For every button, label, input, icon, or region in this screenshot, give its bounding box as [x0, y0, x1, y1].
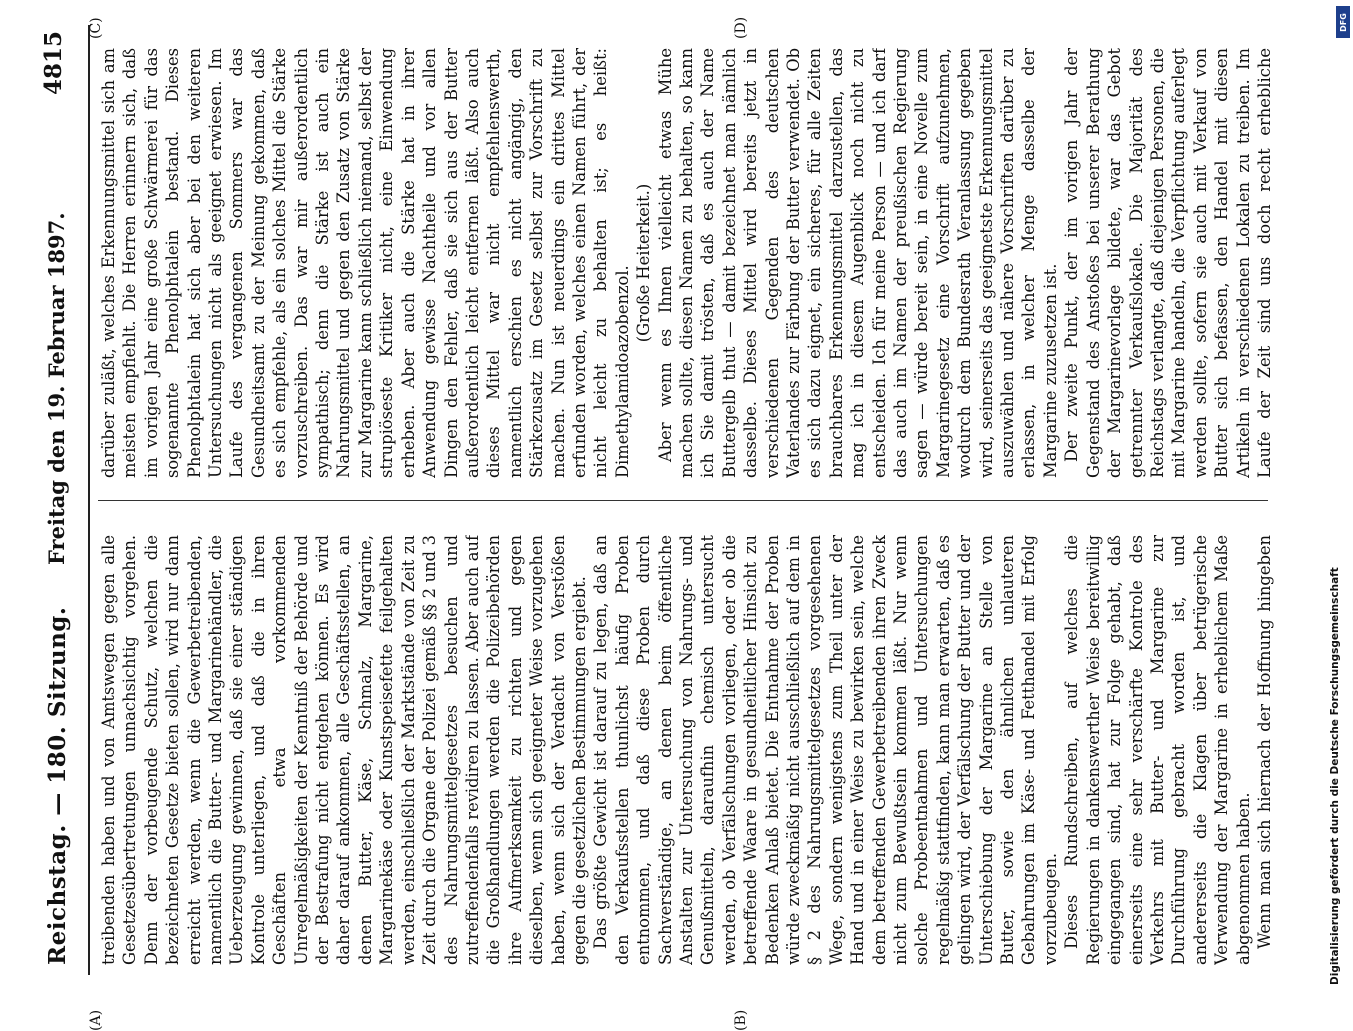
paragraph: Der zweite Punkt, der im vorigen Jahr der Gegenstand des Anstoßes bei unserer Berathung der Margarinevorlage bildete, war das Gebot getrennter Verkaufslokale. Die Majorität des Reichstags verlangte, daß diejenigen Personen, die mit Margarine handeln, die Verpflichtung auferlegt werden sollte, sofern sie auch mit Verkauf von Butter sich befassen, den Handel mit diesen Artikeln in verschiedenen Lokalen zu treiben. Im Laufe der Zeit sind uns doch recht erhebliche [1062, 48, 1274, 478]
paragraph: darüber zuläßt, welches Erkennungsmittel sich am meisten empfiehlt. Die Herren erinnern sich, daß im vorigen Jahr eine große Schwärmerei für das sogenannte Phenolphtalein bestand. Dieses Phenolphtalein hat sich aber bei den weiteren Untersuchungen nicht als geeignet erwiesen. Im Laufe des vergangenen Sommers war das Gesundheitsamt zu der Meinung gekommen, daß es sich empfehle, als ein solches Mittel die Stärke vorzuschreiben. Das war mir außerordentlich sympathisch; denn die Stärke ist auch ein Nahrungsmittel und gegen den Zusatz von Stärke zur Margarine kann schließlich niemand, selbst der strupiöseste Kritiker nicht, eine Einwendung erheben. Aber auch die Stärke hat in ihrer Anwendung gewisse Nachtheile und vor allen Dingen den Fehler, daß sie sich aus der Butter außerordentlich leicht entfernen läßt. Also auch dieses Mittel war nicht empfehlenswerth, namentlich erschien es nicht angängig, den Stärkezusatz im Gesetz selbst zur Vorschrift zu machen. Nun ist neuerdings ein drittes Mittel erfunden worden, welches einen Namen führt, der nicht leicht zu behalten ist; es heißt: Dimethylamidoazobenzol. [99, 48, 632, 478]
marker-a: (A) [88, 1009, 104, 1031]
rotated-page [28, 16, 1303, 1031]
marker-c: (C) [88, 17, 104, 39]
paragraph: Wenn man sich hiernach der Hoffnung hingeben [1254, 535, 1274, 949]
paragraph: Dieses Rundschreiben, auf welches die Regierungen in dankenswerther Weise bereitwillig eingegangen sind, hat zur Folge gehabt, daß einerseits eine sehr verschärfte Kontrole des Verkehrs mit Butter- und Margarine zur Durchführung gebracht worden ist, und andererseits die Klagen über betrügerische Verwendung der Margarine in erheblichem Maße abgenommen haben. [1062, 535, 1253, 965]
paragraph: Aber wenn es Ihnen vielleicht etwas Mühe machen sollte, diesen Namen zu behalten, so kann ich Sie damit trösten, daß es auch der Name Buttergelb thut — damit bezeichnet man nämlich dasselbe. Dieses Mittel wird bereits jetzt in verschiedenen Gegenden des deutschen Vaterlandes zur Färbung der Butter verwendet. Ob es sich dazu eignet, ein sicheres, für alle Zeiten brauchbares Erkennungsmittel darzustellen, das mag ich in diesem Augenblick noch nicht zu entscheiden. Ich für meine Person — und ich darf das auch im Namen der preußischen Regierung sagen — würde bereit sein, in eine Novelle zum Margarinegesetz eine Vorschrift aufzunehmen, wodurch dem Bundesrath Veranlassung gegeben wird, seinerseits das geeignetste Erkennungsmittel auszuwählen und nähere Vorschriften darüber zu erlassen, in welcher Menge dasselbe der Margarine zuzusetzen ist. [655, 48, 1060, 478]
dfg-logo [1336, 6, 1350, 38]
header-session: Reichstag. — 180. Sitzung. [44, 606, 71, 965]
dfg-credit: Digitalisierung gefördert durch die Deutsche Forschungsgemeinschaft [1329, 567, 1341, 985]
header-date: Freitag den 19. Februar 1897. [44, 212, 69, 565]
paragraph: Das größte Gewicht ist darauf zu legen, daß an den Verkaufsstellen thunlichst häufig Proben entnommen, und daß diese Proben durch Sachverständige, an denen beim öffentliche Anstalten zur Untersuchung von Nahrungs- und Genußmitteln, daraufhin chemisch untersucht werden, ob Verfälschungen vorliegen, oder ob die betreffende Waare in gesundheitlicher Hinsicht zu Bedenken Anlaß bietet. Die Entnahme der Proben würde zweckmäßig nicht ausschließlich auf dem in § 2 des Nahrungsmittelgesetzes vorgesehenen Wege, sondern wenigstens zum Theil unter der Hand und in einer Weise zu bewirken sein, welche dem betreffenden Gewerbetreibenden ihren Zweck nicht zum Bewußtsein kommen läßt. Nur wenn solche Probeentnahmen und Untersuchungen regelmäßig stattfinden, kann man erwarten, daß es gelingen wird, der Verfälschung der Butter und der Unterschiebung der Margarine an Stelle von Butter, sowie den ähnlichen unlauteren Gebahrungen im Käse- und Fetthandel mit Erfolg vorzubeugen. [591, 535, 1060, 965]
left-column [98, 535, 1278, 965]
dfg-logo-text: DFG [1338, 12, 1348, 32]
marker-d: (D) [733, 16, 749, 39]
right-column [98, 48, 1278, 478]
paragraph: treibenden haben und von Amtswegen gegen alle Gesetzesübertretungen unnachsichtig vorgehen. Denn der vorbeugende Schutz, welchen die bezeichneten Gesetze bieten sollen, wird nur dann erreicht werden, wenn die Gewerbetreibenden, namentlich die Butter- und Margarinehändler, die Ueberzeugung gewinnen, daß sie einer ständigen Kontrole unterliegen, und daß die in ihren Geschäften etwa vorkommenden Unregelmäßigkeiten der Kenntniß der Behörde und der Bestrafung nicht entgehen können. Es wird daher darauf ankommen, alle Geschäftsstellen, an denen Butter, Käse, Schmalz, Margarine, Margarinekäse oder Kunstspeisefette feilgehalten werden, einschließlich der Marktstände von Zeit zu Zeit durch die Organe der Polizei gemäß §§ 2 und 3 des Nahrungsmittelgesetzes besuchen und zutreffendenfalls revidiren zu lassen. Aber auch auf die Großhandlungen werden die Polizeibehörden ihre Aufmerksamkeit zu richten und gegen dieselben, wenn sich geeigneter Weise vorzugehen haben, wenn sich der Verdacht von Verstößen gegen die gesetzlichen Bestimmungen ergiebt. [99, 535, 589, 965]
page-number: 4815 [40, 31, 67, 96]
interjection: (Große Heiterkeit.) [634, 183, 654, 343]
header-rule [88, 25, 90, 975]
page-header [32, 25, 72, 975]
marker-b: (B) [733, 1009, 749, 1031]
column-divider [98, 500, 1268, 501]
